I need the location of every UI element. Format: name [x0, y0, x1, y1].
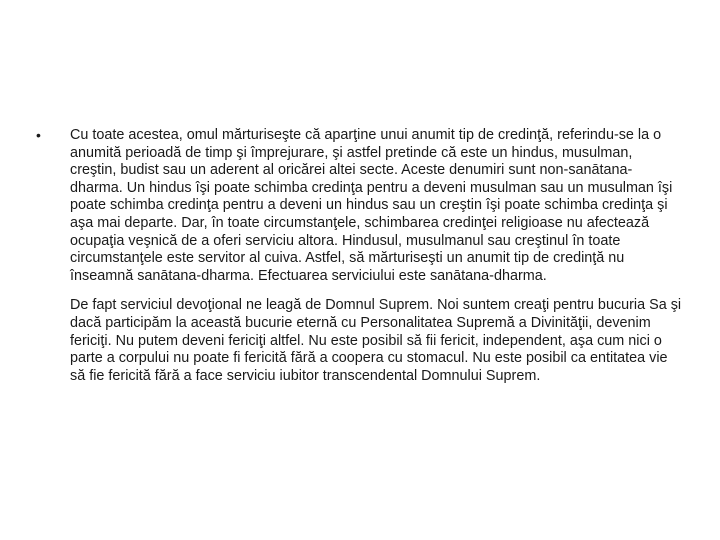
paragraph-1: Cu toate acestea, omul mărturiseşte că aparţine unui anumit tip de credinţă, referindu-se la o anumită perioadă de timp şi împrejurare, şi astfel pretinde că este un hindus, musulman, creştin, budist sau un aderent al oricărei altei secte. Aceste denumiri sunt non-sanātana-dharma. Un hindus îşi poate schimba credinţa pentru a deveni musulman sau un musulman îşi poate schimba credinţa pentru a deveni un hindus sau un creştin îşi poate schimba credinţa şi aşa mai departe. Dar, în toate circumstanţele, schimbarea credinţei religioase nu afectează ocupaţia veşnică de a oferi serviciu altora. Hindusul, musulmanul sau creştinul în toate circumstanţele este servitor al cuiva. Astfel, să mărturiseşti un anumit tip de credinţă nu înseamnă sanātana-dharma. Efectuarea serviciului este sanātana-dharma. — [70, 127, 673, 284]
paragraph-2: De fapt serviciul devoţional ne leagă de Domnul Suprem. Noi suntem creaţi pentru bucuria Sa şi dacă participăm la această bucurie eternă cu Personalitatea Supremă a Divinităţii, devenim fericiţi. Nu putem deveni fericiţi altfel. Nu este posibil să fii fericit, independent, aşa cum nici o parte a corpului nu poate fi fericită fără a coopera cu stomacul. Nu este posibil ca entitatea vie să fie fericită fără a face serviciu iubitor transcendental Domnului Suprem. — [70, 297, 682, 384]
bullet-point: • — [36, 127, 41, 143]
body-text — [70, 127, 682, 385]
